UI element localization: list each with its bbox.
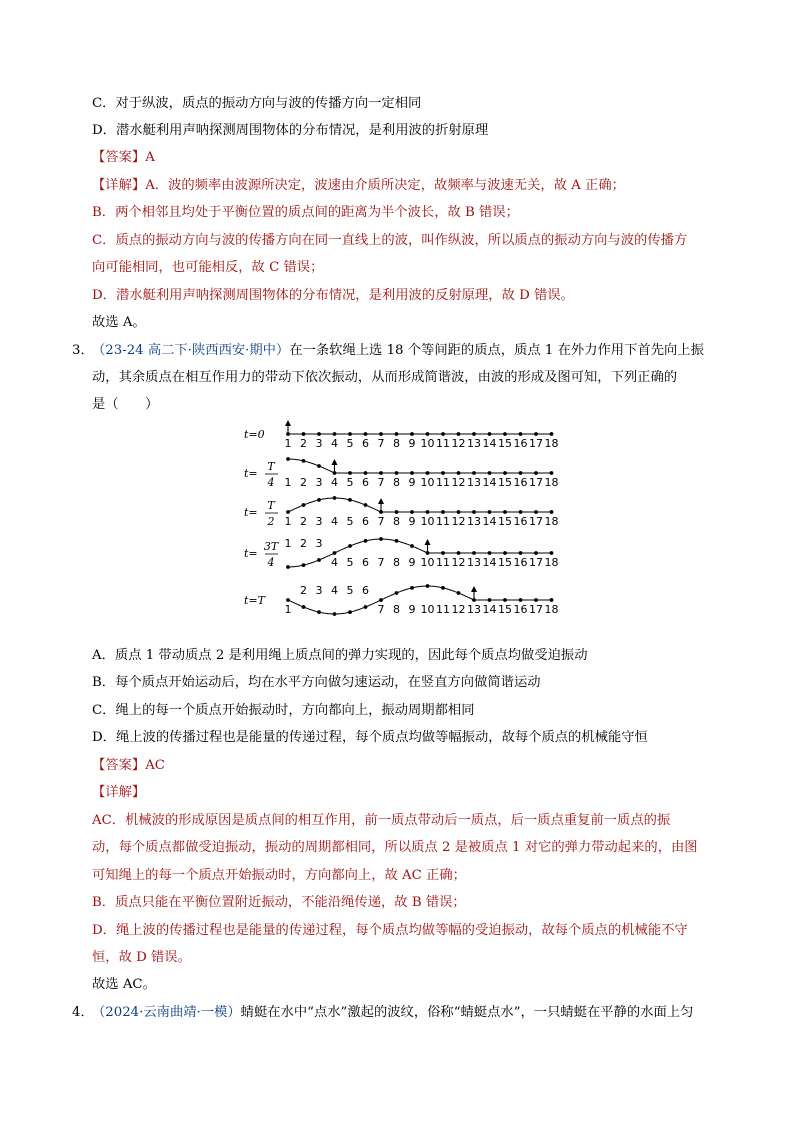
particle-label: 14 [482,556,497,569]
answer-value: AC [145,758,165,773]
particle-label: 2 [300,537,307,550]
q3-option-c: C．绳上的每一个质点开始振动时，方向都向上，振动周期都相同 [92,703,475,718]
particle-dot [286,457,290,461]
particle-dot [364,503,368,507]
particle-label: 17 [529,556,543,569]
particle-label: 10 [420,476,435,489]
particle-label: 15 [498,437,512,450]
particle-label: 18 [544,476,559,489]
q3-detail-3: 可知绳上的每一个质点开始振动时，方向都向上，故 AC 正确； [92,868,466,883]
velocity-up-arrow-head [285,420,291,426]
time-label: t=T [244,594,265,607]
particle-label: 11 [436,515,450,528]
q3-source: （23-24 高二下·陕西西安·期中） [92,343,290,358]
particle-label: 12 [451,556,466,569]
particle-dot [550,471,554,475]
time-label: t= [244,467,258,480]
detail-tag: 【详解】 [92,178,146,193]
particle-dot [395,510,399,514]
rope-wave [288,459,333,472]
particle-dot [441,510,445,514]
particle-label: 12 [451,515,466,528]
particle-dot [441,432,445,436]
particle-dot [333,612,337,616]
particle-dot [426,471,430,475]
particle-label: 5 [346,584,354,597]
particle-dot [503,510,507,514]
particle-dot [333,496,337,500]
particle-label: 13 [467,515,481,528]
particle-label: 3 [315,515,323,528]
particle-dot [395,591,399,595]
particle-dot [534,432,538,436]
particle-label: 12 [451,603,466,616]
particle-label: 14 [482,603,497,616]
particle-dot [379,598,383,602]
velocity-up-arrow-head [332,459,338,465]
particle-dot [302,605,306,609]
time-label: t= [244,506,258,519]
particle-dot [410,432,414,436]
particle-label: 6 [362,556,369,569]
q3-detail-tag: 【详解】 [92,785,146,800]
particle-dot [426,584,430,588]
particle-dot [519,471,523,475]
particle-label: 7 [377,556,385,569]
detail-text: A．波的频率由波源所决定，波速由介质所决定，故频率与波速无关，故 A 正确； [145,178,625,193]
particle-dot [333,432,337,436]
particle-dot [457,591,461,595]
particle-dot [457,432,461,436]
particle-dot [426,432,430,436]
particle-label: 8 [393,437,400,450]
velocity-up-arrow-head [378,498,384,504]
q2-answer [92,148,155,168]
q3-stem-2: 动，其余质点在相互作用力的带动下依次振动，从而形成简谐波，由波的形成及图可知，下列正确的 [92,370,678,385]
particle-label: 11 [436,476,450,489]
particle-label: 3 [315,476,323,489]
answer-tag: 【答案】 [92,758,146,773]
particle-label: 9 [408,437,416,450]
particle-label: 5 [346,437,354,450]
q3-detail-2: 动，每个质点都做受迫振动，振动的周期都相同，所以质点 2 是被质点 1 对它的弹力带动起来的，由图 [92,840,698,855]
particle-label: 1 [284,537,292,550]
particle-dot [457,551,461,555]
particle-dot [472,551,476,555]
particle-dot [410,544,414,548]
particle-label: 15 [498,476,512,489]
particle-label: 10 [420,437,435,450]
particle-dot [519,432,523,436]
particle-label: 11 [436,603,450,616]
particle-dot [302,432,306,436]
particle-dot [550,432,554,436]
particle-label: 5 [346,515,354,528]
q3-option-a: A．质点 1 带动质点 2 是利用绳上质点间的弹力实现的，因此每个质点均做受迫振动 [92,648,588,663]
particle-dot [364,605,368,609]
particle-label: 9 [408,515,416,528]
answer-tag: 【答案】 [92,150,146,165]
q4-stem [92,1003,693,1023]
particle-label: 9 [408,603,416,616]
particle-dot [302,503,306,507]
velocity-up-arrow-head [471,586,477,592]
particle-dot [348,432,352,436]
particle-dot [395,432,399,436]
particle-label: 6 [362,515,369,528]
particle-label: 13 [467,476,481,489]
particle-label: 16 [513,603,528,616]
particle-label: 15 [498,556,512,569]
particle-dot [503,432,507,436]
particle-label: 14 [482,515,497,528]
particle-label: 17 [529,603,543,616]
particle-label: 4 [331,556,338,569]
time-fraction-denominator: 4 [267,476,275,489]
particle-label: 8 [393,603,400,616]
particle-label: 3 [315,437,323,450]
particle-dot [519,510,523,514]
time-label: t=0 [244,428,265,441]
particle-dot [379,432,383,436]
particle-label: 2 [300,584,307,597]
particle-dot [302,563,306,567]
particle-dot [317,498,321,502]
particle-dot [317,464,321,468]
q4-source: （2024·云南曲靖·一模） [92,1005,241,1020]
particle-dot [286,510,290,514]
particle-dot [503,471,507,475]
particle-dot [519,551,523,555]
particle-label: 16 [513,476,528,489]
particle-label: 7 [377,437,385,450]
particle-dot [488,471,492,475]
particle-label: 15 [498,603,512,616]
particle-dot [550,551,554,555]
particle-dot [519,598,523,602]
q2-detail-4: 向可能相同，也可能相反，故 C 错误； [92,260,324,275]
particle-label: 10 [420,556,435,569]
q3-stem-1 [92,341,704,361]
particle-label: 1 [284,437,292,450]
particle-dot [534,510,538,514]
time-fraction-numerator: T [267,499,275,512]
particle-dot [488,432,492,436]
particle-label: 2 [300,476,307,489]
particle-label: 9 [408,476,416,489]
particle-label: 3 [315,584,323,597]
time-fraction-numerator: T [267,460,275,473]
q3-answer [92,756,165,776]
particle-dot [317,558,321,562]
q3-stem-3: 是（ ） [92,397,159,412]
particle-dot [457,471,461,475]
particle-dot [503,598,507,602]
particle-label: 16 [513,515,528,528]
q3-detail-5: D．绳上波的传播过程也是能量的传递过程，每个质点均做等幅的受迫振动，故每个质点的机械能不守 [92,923,688,938]
particle-label: 7 [377,603,385,616]
q3-detail-1: AC．机械波的形成原因是质点间的相互作用，前一质点带动后一质点，后一质点重复前一质点的振 [92,813,671,828]
particle-dot [317,610,321,614]
particle-dot [348,544,352,548]
particle-dot [410,510,414,514]
particle-dot [441,551,445,555]
particle-label: 8 [393,556,400,569]
particle-label: 11 [436,556,450,569]
q3-stem-text: 在一条软绳上选 18 个等间距的质点，质点 1 在外力作用下首先向上振 [289,343,704,358]
particle-dot [364,432,368,436]
q3-detail-6: 恒，故 D 错误。 [92,950,191,965]
particle-label: 11 [436,437,450,450]
particle-dot [488,551,492,555]
particle-dot [379,537,383,541]
q2-option-d: D．潜水艇利用声呐探测周围物体的分布情况，是利用波的折射原理 [92,123,489,138]
particle-dot [488,510,492,514]
answer-value: A [145,150,155,165]
particle-label: 2 [300,515,307,528]
q3-option-b: B．每个质点开始运动后，均在水平方向做匀速运动，在竖直方向做简谐运动 [92,675,541,690]
particle-dot [348,610,352,614]
time-label: t= [244,547,258,560]
particle-label: 4 [331,476,338,489]
rope-wave [288,539,428,567]
particle-label: 8 [393,515,400,528]
q3-option-d: D．绳上波的传播过程也是能量的传递过程，每个质点均做等幅振动，故每个质点的机械能守恒 [92,730,648,745]
particle-label: 9 [408,556,416,569]
wave-formation-figure [240,418,580,640]
particle-label: 2 [300,437,307,450]
particle-dot [333,551,337,555]
particle-label: 4 [331,584,338,597]
q2-detail-5: D．潜水艇利用声呐探测周围物体的分布情况，是利用波的反射原理，故 D 错误。 [92,288,574,303]
particle-dot [426,510,430,514]
particle-label: 7 [377,476,385,489]
particle-dot [286,598,290,602]
q3-number: 3． [72,343,94,358]
particle-label: 10 [420,515,435,528]
particle-dot [457,510,461,514]
particle-label: 17 [529,437,543,450]
particle-label: 12 [451,476,466,489]
particle-label: 15 [498,515,512,528]
particle-dot [364,471,368,475]
particle-label: 5 [346,476,354,489]
particle-label: 18 [544,515,559,528]
particle-label: 17 [529,476,543,489]
q2-option-c: C．对于纵波，质点的振动方向与波的传播方向一定相同 [92,96,422,111]
particle-dot [534,551,538,555]
particle-label: 3 [315,537,323,550]
particle-label: 6 [362,476,369,489]
particle-label: 8 [393,476,400,489]
particle-label: 13 [467,603,481,616]
particle-label: 4 [331,515,338,528]
particle-dot [441,586,445,590]
particle-label: 18 [544,556,559,569]
particle-dot [550,598,554,602]
particle-label: 14 [482,437,497,450]
particle-label: 18 [544,603,559,616]
particle-dot [472,432,476,436]
particle-label: 13 [467,437,481,450]
particle-dot [488,598,492,602]
particle-dot [550,510,554,514]
particle-label: 16 [513,556,528,569]
particle-label: 14 [482,476,497,489]
particle-label: 10 [420,603,435,616]
particle-dot [348,471,352,475]
time-fraction-numerator: 3T [263,540,279,553]
particle-label: 7 [377,515,385,528]
q2-detail-2: B．两个相邻且均处于平衡位置的质点间的距离为半个波长，故 B 错误； [92,205,519,220]
particle-label: 4 [331,437,338,450]
q3-detail-4: B．质点只能在平衡位置附近振动，不能沿绳传递，故 B 错误； [92,895,466,910]
particle-dot [348,498,352,502]
particle-dot [302,459,306,463]
time-fraction-denominator: 2 [267,515,275,528]
particle-label: 1 [284,476,292,489]
particle-label: 12 [451,437,466,450]
particle-dot [503,551,507,555]
particle-label: 6 [362,584,369,597]
time-fraction-denominator: 4 [267,556,275,569]
particle-dot [364,539,368,543]
velocity-up-arrow-head [425,539,431,545]
particle-label: 13 [467,556,481,569]
q4-stem-text: 蜻蜓在水中“点水”激起的波纹，俗称“蜻蜓点水”，一只蜻蜓在平静的水面上匀 [240,1005,694,1020]
particle-label: 18 [544,437,559,450]
particle-dot [410,471,414,475]
particle-dot [395,471,399,475]
particle-dot [472,510,476,514]
particle-dot [395,539,399,543]
q2-detail-1 [92,176,625,196]
q3-conclusion: 故选 AC。 [92,977,156,992]
particle-label: 16 [513,437,528,450]
particle-label: 5 [346,556,354,569]
particle-dot [534,471,538,475]
particle-dot [441,471,445,475]
particle-label: 1 [284,603,292,616]
particle-label: 1 [284,515,292,528]
q2-conclusion: 故选 A。 [92,315,146,330]
particle-dot [317,432,321,436]
particle-dot [410,586,414,590]
particle-dot [379,471,383,475]
q4-number: 4． [72,1005,94,1020]
particle-dot [534,598,538,602]
particle-dot [472,471,476,475]
q2-detail-3: C．质点的振动方向与波的传播方向在同一直线上的波，叫作纵波，所以质点的振动方向与波的传播方 [92,233,688,248]
particle-label: 17 [529,515,543,528]
particle-dot [286,565,290,569]
particle-label: 6 [362,437,369,450]
